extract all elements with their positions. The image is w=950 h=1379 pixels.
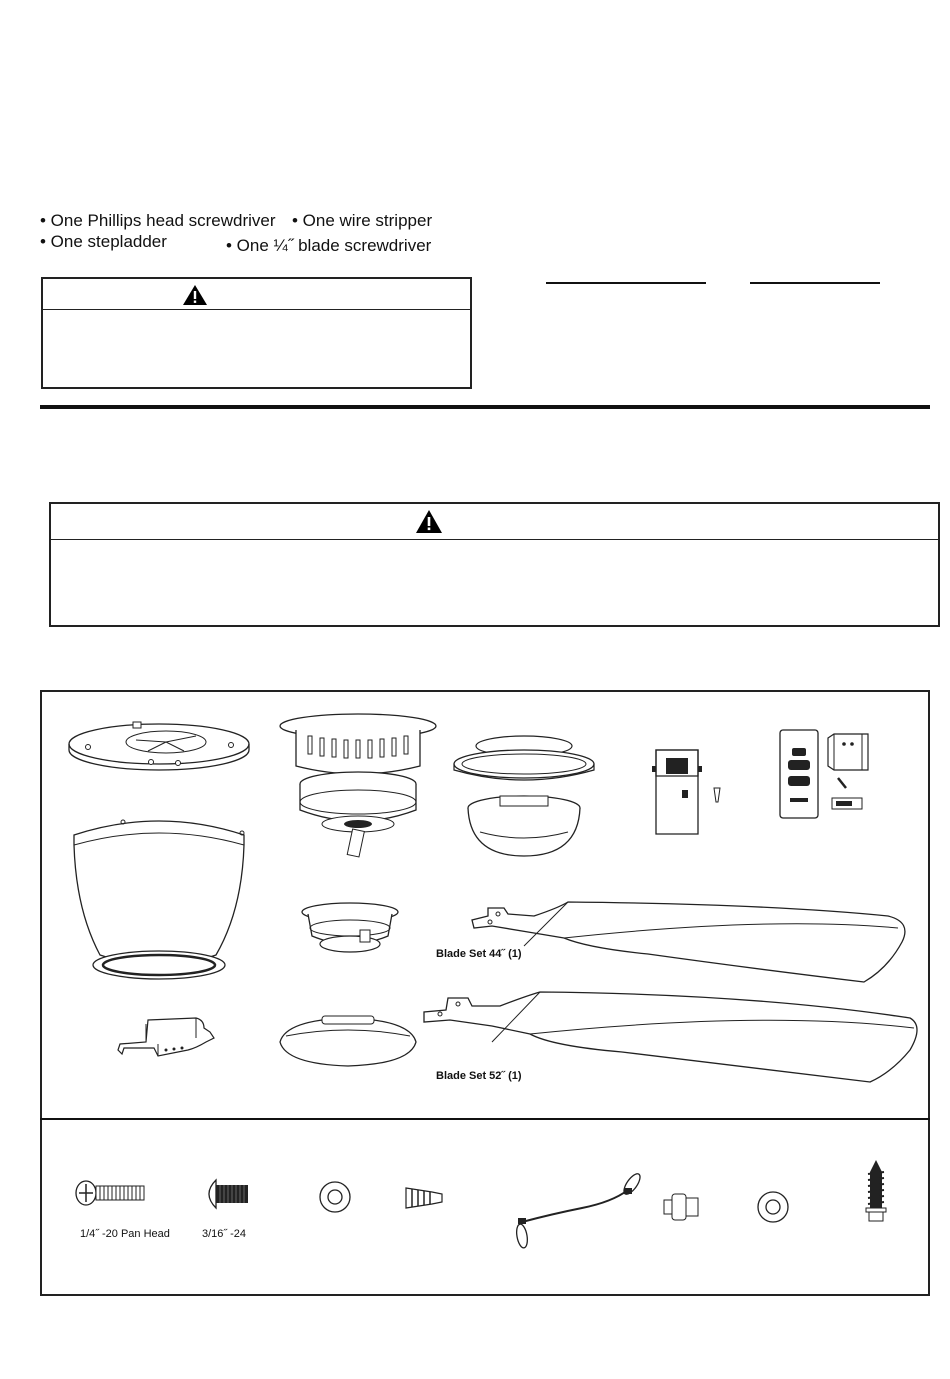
parts-hardware-divider bbox=[40, 1118, 930, 1120]
tool-phillips-screwdriver: • One Phillips head screwdriver bbox=[40, 211, 276, 230]
switch-housing-drawing bbox=[300, 900, 400, 960]
pan-head-label: 1/4˝ -20 Pan Head bbox=[80, 1228, 170, 1240]
washer-drawing bbox=[318, 1180, 352, 1214]
light-kit-drawing bbox=[450, 732, 598, 860]
blank-line-2 bbox=[750, 282, 880, 284]
warning-box-large bbox=[49, 502, 940, 627]
bushing-drawing bbox=[662, 1192, 702, 1222]
lock-washer-drawing bbox=[756, 1190, 790, 1224]
screw-3-16-drawing bbox=[202, 1178, 252, 1210]
mounting-plate-drawing bbox=[66, 718, 252, 770]
screw-3-16-label: 3/16˝ -24 bbox=[202, 1228, 247, 1240]
blade-set-52-label: Blade Set 52˝ (1) bbox=[436, 1070, 522, 1082]
tool-blade-screwdriver: • One ¼˝ blade screwdriver bbox=[226, 236, 432, 255]
wire-nut-drawing bbox=[404, 1184, 444, 1210]
warning-icon bbox=[183, 285, 207, 305]
warning-icon bbox=[416, 510, 442, 533]
safety-cable-drawing bbox=[512, 1170, 642, 1252]
light-cover-drawing bbox=[276, 1014, 420, 1068]
wood-screw-drawing bbox=[862, 1158, 890, 1224]
warning-box-large-header bbox=[51, 504, 938, 540]
blade-set-44-label: Blade Set 44˝ (1) bbox=[436, 948, 522, 960]
warning-box-small bbox=[41, 277, 472, 389]
bracket-drawing bbox=[118, 1014, 214, 1064]
tool-stepladder: • One stepladder bbox=[40, 232, 167, 251]
pan-head-screw-drawing bbox=[74, 1178, 146, 1208]
remote-control-drawing bbox=[778, 730, 874, 820]
receiver-drawing bbox=[652, 746, 724, 836]
tool-wire-stripper: • One wire stripper bbox=[292, 211, 433, 230]
warning-box-small-header bbox=[43, 279, 470, 310]
blank-line-1 bbox=[546, 282, 706, 284]
motor-drawing bbox=[278, 712, 438, 862]
section-divider bbox=[40, 405, 930, 409]
canopy-drawing bbox=[66, 815, 252, 987]
blade-44-drawing bbox=[468, 898, 914, 986]
